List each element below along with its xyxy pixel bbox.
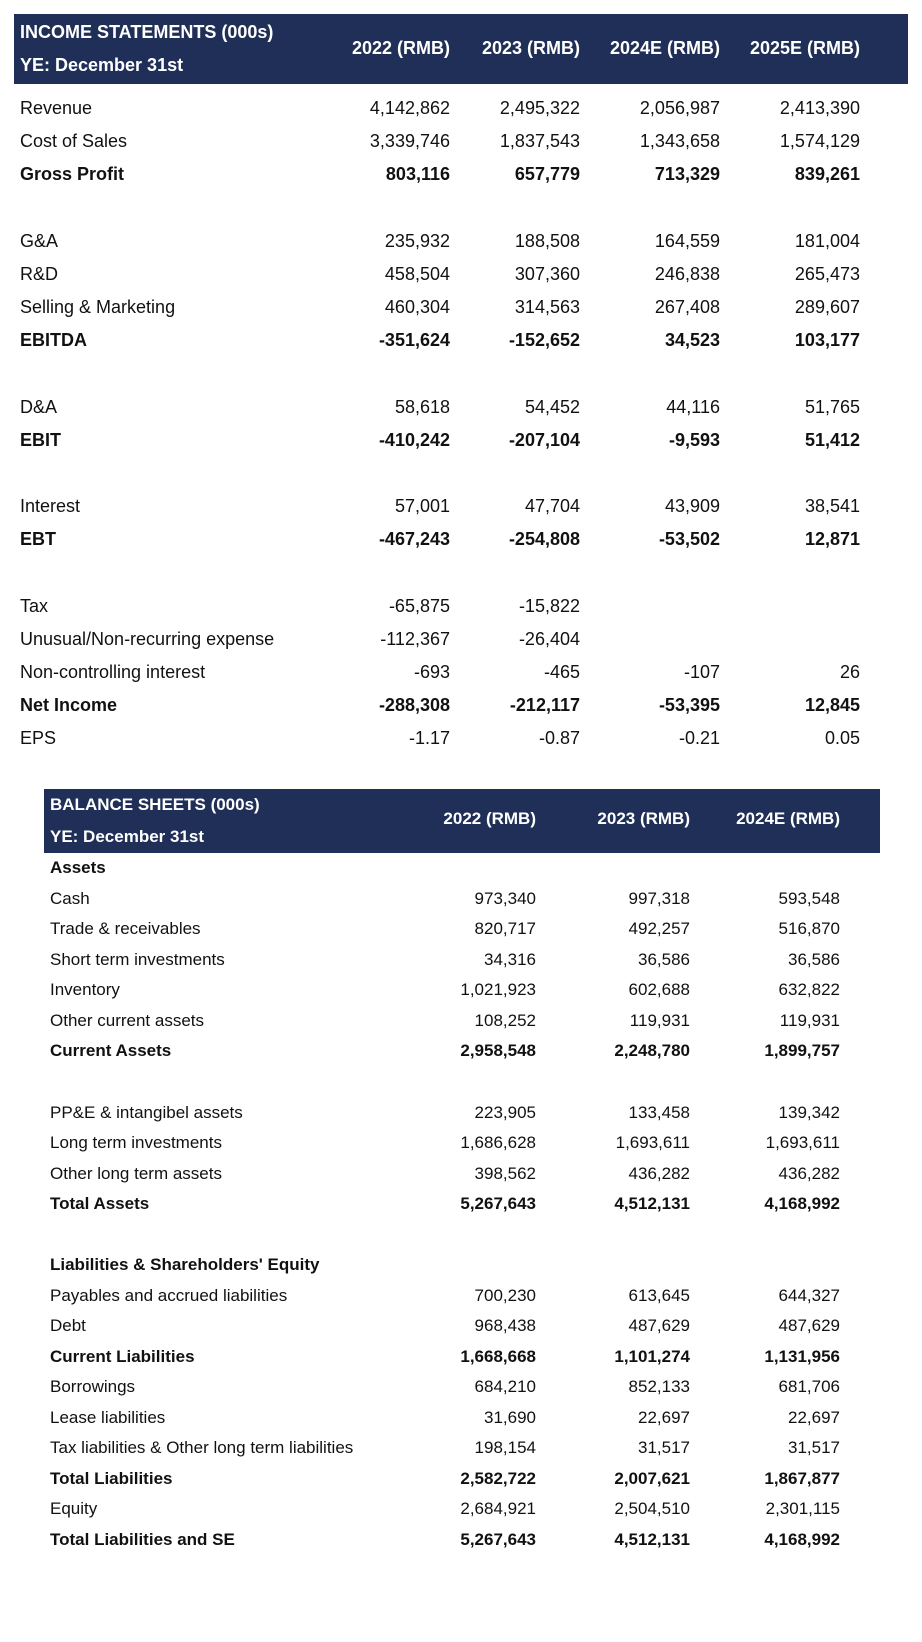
- balance-sheet-subtitle: YE: December 31st: [50, 827, 205, 846]
- row-label: Trade & receivables: [50, 919, 201, 938]
- row-value: 1,131,956: [764, 1347, 840, 1366]
- row-value: -53,502: [658, 529, 720, 549]
- row-label: Other current assets: [50, 1011, 205, 1030]
- row-value: 2,248,780: [614, 1041, 690, 1060]
- row-label: Cost of Sales: [20, 131, 128, 151]
- row-value: 803,116: [385, 164, 450, 184]
- row-value: 997,318: [628, 889, 690, 908]
- row-value: 436,282: [628, 1164, 690, 1183]
- row-label: PP&E & intangibel assets: [50, 1103, 243, 1122]
- row-value: 1,021,923: [460, 980, 536, 999]
- row-value: 223,905: [474, 1103, 536, 1122]
- row-label: EBT: [20, 529, 56, 549]
- row-value: -465: [543, 662, 580, 682]
- row-value: 22,697: [638, 1408, 690, 1427]
- row-value: 458,504: [384, 264, 450, 284]
- row-value: 1,668,668: [460, 1347, 536, 1366]
- row-value: 5,267,643: [460, 1194, 536, 1213]
- table-row: [14, 125, 908, 160]
- row-value: 12,871: [804, 529, 860, 549]
- table-row: [44, 1311, 880, 1343]
- is-column-header: 2022 (RMB): [351, 38, 450, 58]
- balance-sheet-header: [44, 789, 880, 853]
- row-label: Gross Profit: [20, 164, 125, 184]
- row-value: 2,007,621: [614, 1469, 690, 1488]
- table-row: [44, 975, 880, 1007]
- row-label: Current Liabilities: [50, 1347, 195, 1366]
- row-value: 133,458: [628, 1103, 690, 1122]
- row-value: -254,808: [508, 529, 580, 549]
- table-row: [14, 523, 908, 558]
- row-label: Borrowings: [50, 1377, 136, 1396]
- row-label: EBITDA: [20, 330, 87, 350]
- row-value: 22,697: [788, 1408, 840, 1427]
- row-value: 47,704: [524, 496, 580, 516]
- table-row: [44, 1189, 880, 1221]
- row-label: Long term investments: [50, 1133, 222, 1152]
- row-value: 487,629: [628, 1316, 690, 1335]
- row-value: -9,593: [668, 430, 720, 450]
- row-value: 4,512,131: [614, 1194, 690, 1213]
- table-row: [44, 1098, 880, 1130]
- row-value: 44,116: [666, 397, 720, 417]
- row-label: Cash: [50, 889, 90, 908]
- row-value: 103,177: [794, 330, 860, 350]
- row-value: 139,342: [778, 1103, 840, 1122]
- row-label: Other long term assets: [50, 1164, 222, 1183]
- row-value: 289,607: [794, 297, 860, 317]
- table-row: [44, 1403, 880, 1435]
- row-label: Selling & Marketing: [20, 297, 176, 317]
- row-value: -207,104: [508, 430, 580, 450]
- row-value: 2,582,722: [460, 1469, 536, 1488]
- row-value: -0.21: [678, 728, 720, 748]
- row-label: Tax: [20, 596, 49, 616]
- row-value: 1,574,129: [779, 131, 860, 151]
- row-label: Assets: [50, 858, 106, 877]
- income-statement-subtitle: YE: December 31st: [20, 55, 184, 75]
- row-value: 2,504,510: [614, 1499, 690, 1518]
- row-value: 54,452: [524, 397, 580, 417]
- row-value: 602,688: [628, 980, 690, 999]
- row-label: D&A: [20, 397, 58, 417]
- row-value: 487,629: [778, 1316, 840, 1335]
- row-value: 2,495,322: [499, 98, 580, 118]
- row-value: 713,329: [654, 164, 720, 184]
- row-value: 1,693,611: [765, 1133, 840, 1152]
- row-label: Total Liabilities: [50, 1469, 173, 1488]
- row-value: 632,822: [778, 980, 840, 999]
- row-label: Total Liabilities and SE: [50, 1530, 235, 1549]
- row-value: 644,327: [778, 1286, 840, 1305]
- row-value: 1,693,611: [615, 1133, 690, 1152]
- row-label: Tax liabilities & Other long term liabilities: [50, 1438, 354, 1457]
- table-row: [44, 1281, 880, 1313]
- row-value: 38,541: [804, 496, 860, 516]
- is-column-header: 2025E (RMB): [749, 38, 860, 58]
- row-value: 1,837,543: [499, 131, 580, 151]
- row-value: -65,875: [388, 596, 450, 616]
- row-value: 31,690: [484, 1408, 536, 1427]
- table-row: [14, 324, 908, 359]
- table-row: [14, 623, 908, 658]
- row-value: 516,870: [778, 919, 840, 938]
- row-label: Total Assets: [50, 1194, 150, 1213]
- row-label: Interest: [20, 496, 81, 516]
- table-row: [44, 1159, 880, 1191]
- balance-sheet-table: [44, 789, 880, 1549]
- is-column-header: 2024E (RMB): [609, 38, 720, 58]
- row-value: -1.17: [408, 728, 450, 748]
- table-row: [14, 689, 908, 724]
- row-label: G&A: [20, 231, 59, 251]
- row-value: 58,618: [394, 397, 450, 417]
- table-row: [14, 258, 908, 293]
- row-value: 657,779: [514, 164, 580, 184]
- row-value: 973,340: [474, 889, 536, 908]
- row-value: 43,909: [664, 496, 720, 516]
- row-value: 34,316: [484, 950, 536, 969]
- table-row: [44, 1342, 880, 1374]
- row-value: -467,243: [378, 529, 450, 549]
- row-value: 492,257: [628, 919, 690, 938]
- row-value: 108,252: [474, 1011, 536, 1030]
- income-statement-title: INCOME STATEMENTS (000s): [20, 22, 274, 42]
- table-row: [44, 914, 880, 946]
- row-value: 119,931: [629, 1011, 690, 1030]
- row-value: 1,867,877: [764, 1469, 840, 1488]
- table-row: [14, 92, 908, 127]
- row-value: 31,517: [638, 1438, 690, 1457]
- table-row: [44, 1494, 880, 1526]
- row-value: 51,412: [804, 430, 860, 450]
- row-value: 700,230: [474, 1286, 536, 1305]
- row-label: Payables and accrued liabilities: [50, 1286, 288, 1305]
- table-row: [14, 722, 908, 757]
- table-row: [14, 291, 908, 326]
- row-value: 436,282: [778, 1164, 840, 1183]
- row-value: 34,523: [664, 330, 720, 350]
- row-value: 0.05: [824, 728, 860, 748]
- row-value: 12,845: [804, 695, 860, 715]
- table-row: [14, 391, 908, 426]
- row-value: -0.87: [538, 728, 580, 748]
- row-value: 2,958,548: [460, 1041, 536, 1060]
- row-value: 5,267,643: [460, 1530, 536, 1549]
- row-value: -107: [683, 662, 720, 682]
- row-value: 164,559: [654, 231, 720, 251]
- table-row: [44, 884, 880, 916]
- table-row: [44, 1128, 880, 1160]
- row-value: -152,652: [508, 330, 580, 350]
- row-label: Equity: [50, 1499, 98, 1518]
- row-label: Liabilities & Shareholders' Equity: [50, 1255, 320, 1274]
- row-value: 314,563: [514, 297, 580, 317]
- row-value: 2,301,115: [765, 1499, 840, 1518]
- row-value: 246,838: [654, 264, 720, 284]
- row-value: 968,438: [474, 1316, 536, 1335]
- is-column-header: 2023 (RMB): [481, 38, 580, 58]
- row-value: 3,339,746: [369, 131, 450, 151]
- row-value: 852,133: [628, 1377, 690, 1396]
- row-value: 4,142,862: [369, 98, 450, 118]
- row-value: 684,210: [474, 1377, 536, 1396]
- table-row: [14, 158, 908, 193]
- row-value: 267,408: [654, 297, 720, 317]
- row-label: Revenue: [20, 98, 93, 118]
- row-value: 398,562: [474, 1164, 536, 1183]
- row-value: -53,395: [658, 695, 720, 715]
- row-value: 119,931: [779, 1011, 840, 1030]
- row-label: Non-controlling interest: [20, 662, 206, 682]
- table-row: [14, 656, 908, 691]
- row-value: 1,343,658: [639, 131, 720, 151]
- bs-column-header: 2022 (RMB): [443, 809, 536, 828]
- row-value: 2,056,987: [639, 98, 720, 118]
- row-label: EBIT: [20, 430, 62, 450]
- row-value: 307,360: [514, 264, 580, 284]
- income-statement-header: [14, 14, 908, 84]
- table-row: [44, 1372, 880, 1404]
- table-row: [44, 1006, 880, 1038]
- row-value: -410,242: [378, 430, 450, 450]
- row-label: Inventory: [50, 980, 120, 999]
- row-value: 820,717: [474, 919, 536, 938]
- row-value: 1,899,757: [764, 1041, 840, 1060]
- row-value: 235,932: [384, 231, 450, 251]
- row-value: -351,624: [378, 330, 450, 350]
- row-value: -212,117: [509, 695, 580, 715]
- row-value: 26: [839, 662, 860, 682]
- row-label: Unusual/Non-recurring expense: [20, 629, 275, 649]
- bs-column-header: 2024E (RMB): [736, 809, 840, 828]
- table-row: [44, 945, 880, 977]
- table-row: [14, 424, 908, 459]
- row-label: Lease liabilities: [50, 1408, 166, 1427]
- row-value: 613,645: [628, 1286, 690, 1305]
- row-value: 460,304: [384, 297, 450, 317]
- table-row: [44, 1250, 880, 1282]
- row-value: 681,706: [778, 1377, 840, 1396]
- table-row: [44, 853, 880, 885]
- table-row: [44, 1525, 880, 1557]
- row-label: Short term investments: [50, 950, 225, 969]
- row-label: Current Assets: [50, 1041, 172, 1060]
- row-value: -112,367: [380, 629, 450, 649]
- bs-column-header: 2023 (RMB): [597, 809, 690, 828]
- row-value: 2,413,390: [779, 98, 860, 118]
- row-label: Net Income: [20, 695, 118, 715]
- row-label: Debt: [50, 1316, 86, 1335]
- row-value: 57,001: [394, 496, 450, 516]
- table-row: [44, 1464, 880, 1496]
- table-row: [44, 1036, 880, 1068]
- row-value: -26,404: [518, 629, 580, 649]
- row-value: -15,822: [518, 596, 580, 616]
- row-value: 51,765: [804, 397, 860, 417]
- row-value: 4,512,131: [614, 1530, 690, 1549]
- table-row: [44, 1433, 880, 1465]
- balance-sheet-title: BALANCE SHEETS (000s): [50, 795, 260, 814]
- table-row: [14, 490, 908, 525]
- row-value: 31,517: [788, 1438, 840, 1457]
- row-value: 4,168,992: [764, 1194, 840, 1213]
- row-value: 188,508: [514, 231, 580, 251]
- row-label: EPS: [20, 728, 57, 748]
- row-label: R&D: [20, 264, 59, 284]
- row-value: 181,004: [794, 231, 860, 251]
- row-value: 36,586: [638, 950, 690, 969]
- table-row: [14, 590, 908, 625]
- row-value: 1,101,274: [614, 1347, 690, 1366]
- income-statement-table: [14, 14, 908, 748]
- row-value: 36,586: [788, 950, 840, 969]
- row-value: 593,548: [778, 889, 840, 908]
- row-value: 1,686,628: [460, 1133, 536, 1152]
- row-value: 198,154: [474, 1438, 536, 1457]
- row-value: 2,684,921: [460, 1499, 536, 1518]
- row-value: -288,308: [378, 695, 450, 715]
- row-value: 839,261: [794, 164, 860, 184]
- row-value: 4,168,992: [764, 1530, 840, 1549]
- table-row: [14, 225, 908, 260]
- row-value: 265,473: [794, 264, 860, 284]
- row-value: -693: [413, 662, 450, 682]
